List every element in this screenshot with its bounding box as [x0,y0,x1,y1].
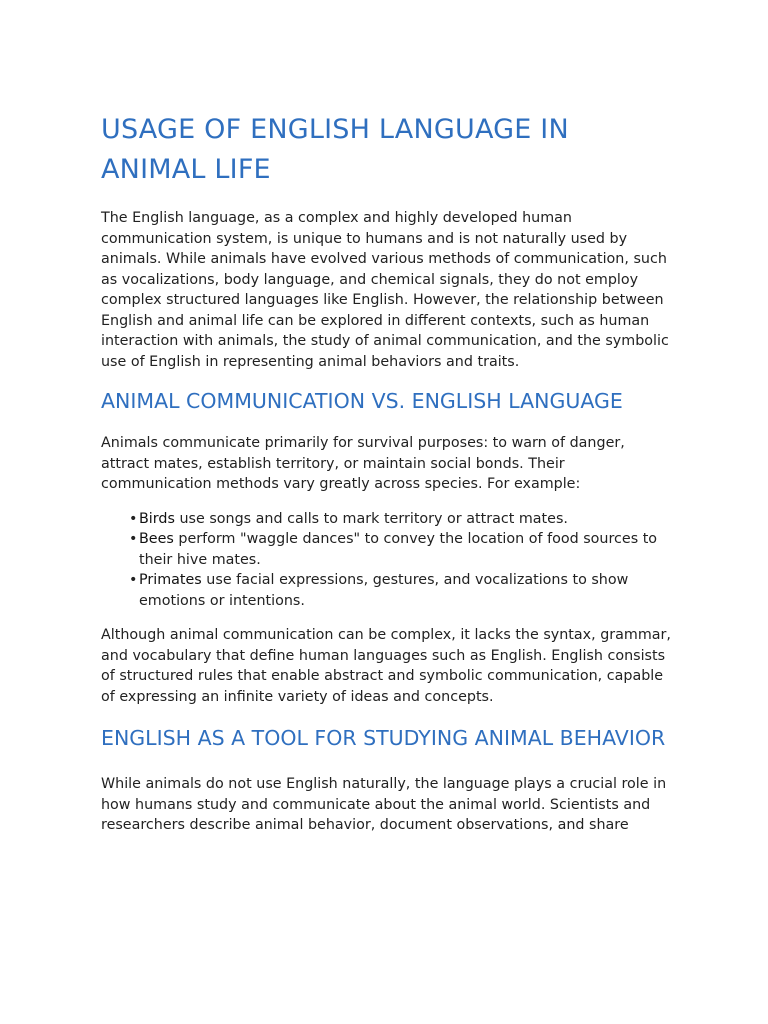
list-item [129,509,671,530]
section1-paragraph-2: Although animal communication can be complex, it lacks the syntax, grammar, and vocabulary that define human languages such as English. English consists of structured rules that enable abstract and symbolic communication, capable of expressing an infinite variety of ideas and concepts. [101,627,671,705]
list-item [129,570,671,611]
list-item [129,529,671,570]
list-item-text: use facial expressions, gestures, and vocalizations to show emotions or intentions. [139,572,629,609]
intro-paragraph: The English language, as a complex and highly developed human communication system, is unique to humans and is not naturally used by animals. While animals have evolved various methods of communication, such as vocalizations, body language, and chemical signals, they do not employ complex structured languages like English. However, the relationship between English and animal life can be explored in different contexts, such as human interaction with animals, the study of animal communication, and the symbolic use of English in representing animal behaviors and traits. [101,210,669,370]
document-title: USAGE OF ENGLISH LANGUAGE IN ANIMAL LIFE [101,114,569,185]
section1-paragraph-1: Animals communicate primarily for survival purposes: to warn of danger, attract mates, establish territory, or maintain social bonds. Their communication methods vary greatly across species. For example: [101,435,625,492]
document-page [101,110,671,836]
section2-paragraph-1: While animals do not use English naturally, the language plays a crucial role in how humans study and communicate about the animal world. Scientists and researchers describe animal behavior, document observations, and share [101,776,667,833]
list-item-term: Primates [139,572,202,588]
list-item-term: Birds [139,510,175,527]
examples-list [101,509,671,612]
section-heading-studying-behavior: ENGLISH AS A TOOL FOR STUDYING ANIMAL BEHAVIOR [101,726,666,750]
list-item-text: use songs and calls to mark territory or attract mates. [174,510,568,527]
list-item-term: Bees [139,531,174,547]
list-item-text: perform "waggle dances" to convey the location of food sources to their hive mates. [139,531,658,568]
bullet-icon: • [129,572,138,588]
section-heading-animal-communication: ANIMAL COMMUNICATION VS. ENGLISH LANGUAGE [101,389,623,413]
bullet-icon: • [129,510,138,527]
bullet-icon: • [129,531,138,547]
